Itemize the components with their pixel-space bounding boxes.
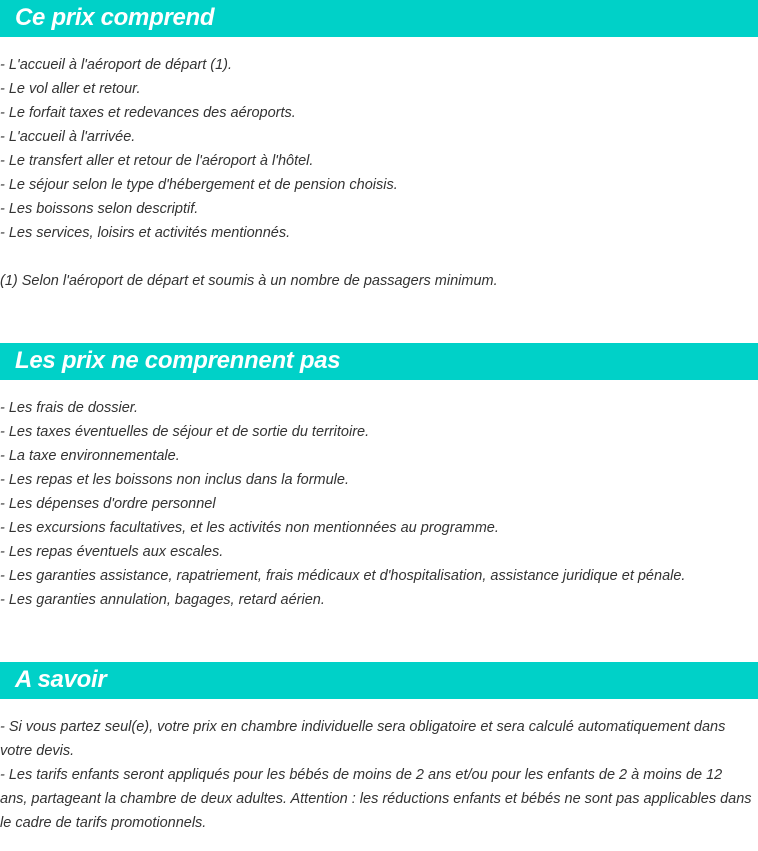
list-item: - Le vol aller et retour.: [0, 81, 141, 97]
list-item: - Le transfert aller et retour de l'aéroport à l'hôtel.: [0, 153, 314, 169]
to-know-section: [0, 662, 758, 835]
list-item: - Les frais de dossier.: [0, 400, 139, 416]
list-item: - Les repas éventuels aux escales.: [0, 544, 224, 560]
included-title: Ce prix comprend: [15, 4, 215, 31]
excluded-title: Les prix ne comprennent pas: [15, 347, 341, 374]
list-item: - Le forfait taxes et redevances des aéroports.: [0, 105, 296, 121]
list-item: - La taxe environnementale.: [0, 448, 180, 464]
included-list: [0, 53, 758, 245]
list-item: - Les garanties assistance, rapatriement, frais médicaux et d'hospitalisation, assistance juridique et pénale.: [0, 568, 686, 584]
to-know-paragraph: - Les tarifs enfants seront appliqués pour les bébés de moins de 2 ans et/ou pour les enfants de 2 à moins de 12 ans, partageant la chambre de deux adultes. Attention : les réductions enfants et bébés ne sont pas applicables dans le cadre de tarifs promotionnels.: [0, 767, 752, 831]
list-item: - Les dépenses d'ordre personnel: [0, 496, 216, 512]
list-item: - Les repas et les boissons non inclus dans la formule.: [0, 472, 349, 488]
included-section: [0, 0, 758, 293]
excluded-list: [0, 396, 758, 612]
to-know-banner: [0, 662, 758, 699]
list-item: - Le séjour selon le type d'hébergement et de pension choisis.: [0, 177, 398, 193]
to-know-paragraph: - Si vous partez seul(e), votre prix en chambre individuelle sera obligatoire et sera calculé automatiquement dans votre devis.: [0, 719, 726, 759]
included-banner: [0, 0, 758, 37]
list-item: - L'accueil à l'arrivée.: [0, 129, 136, 145]
excluded-section: [0, 343, 758, 612]
to-know-body: [0, 715, 752, 835]
list-item: - Les boissons selon descriptif.: [0, 201, 199, 217]
list-item: - Les services, loisirs et activités mentionnés.: [0, 225, 291, 241]
to-know-title: A savoir: [15, 666, 107, 693]
included-footnote: (1) Selon l'aéroport de départ et soumis à un nombre de passagers minimum.: [0, 273, 498, 289]
list-item: - L'accueil à l'aéroport de départ (1).: [0, 57, 233, 73]
list-item: - Les taxes éventuelles de séjour et de sortie du territoire.: [0, 424, 370, 440]
list-item: - Les excursions facultatives, et les activités non mentionnées au programme.: [0, 520, 499, 536]
excluded-banner: [0, 343, 758, 380]
list-item: - Les garanties annulation, bagages, retard aérien.: [0, 592, 325, 608]
